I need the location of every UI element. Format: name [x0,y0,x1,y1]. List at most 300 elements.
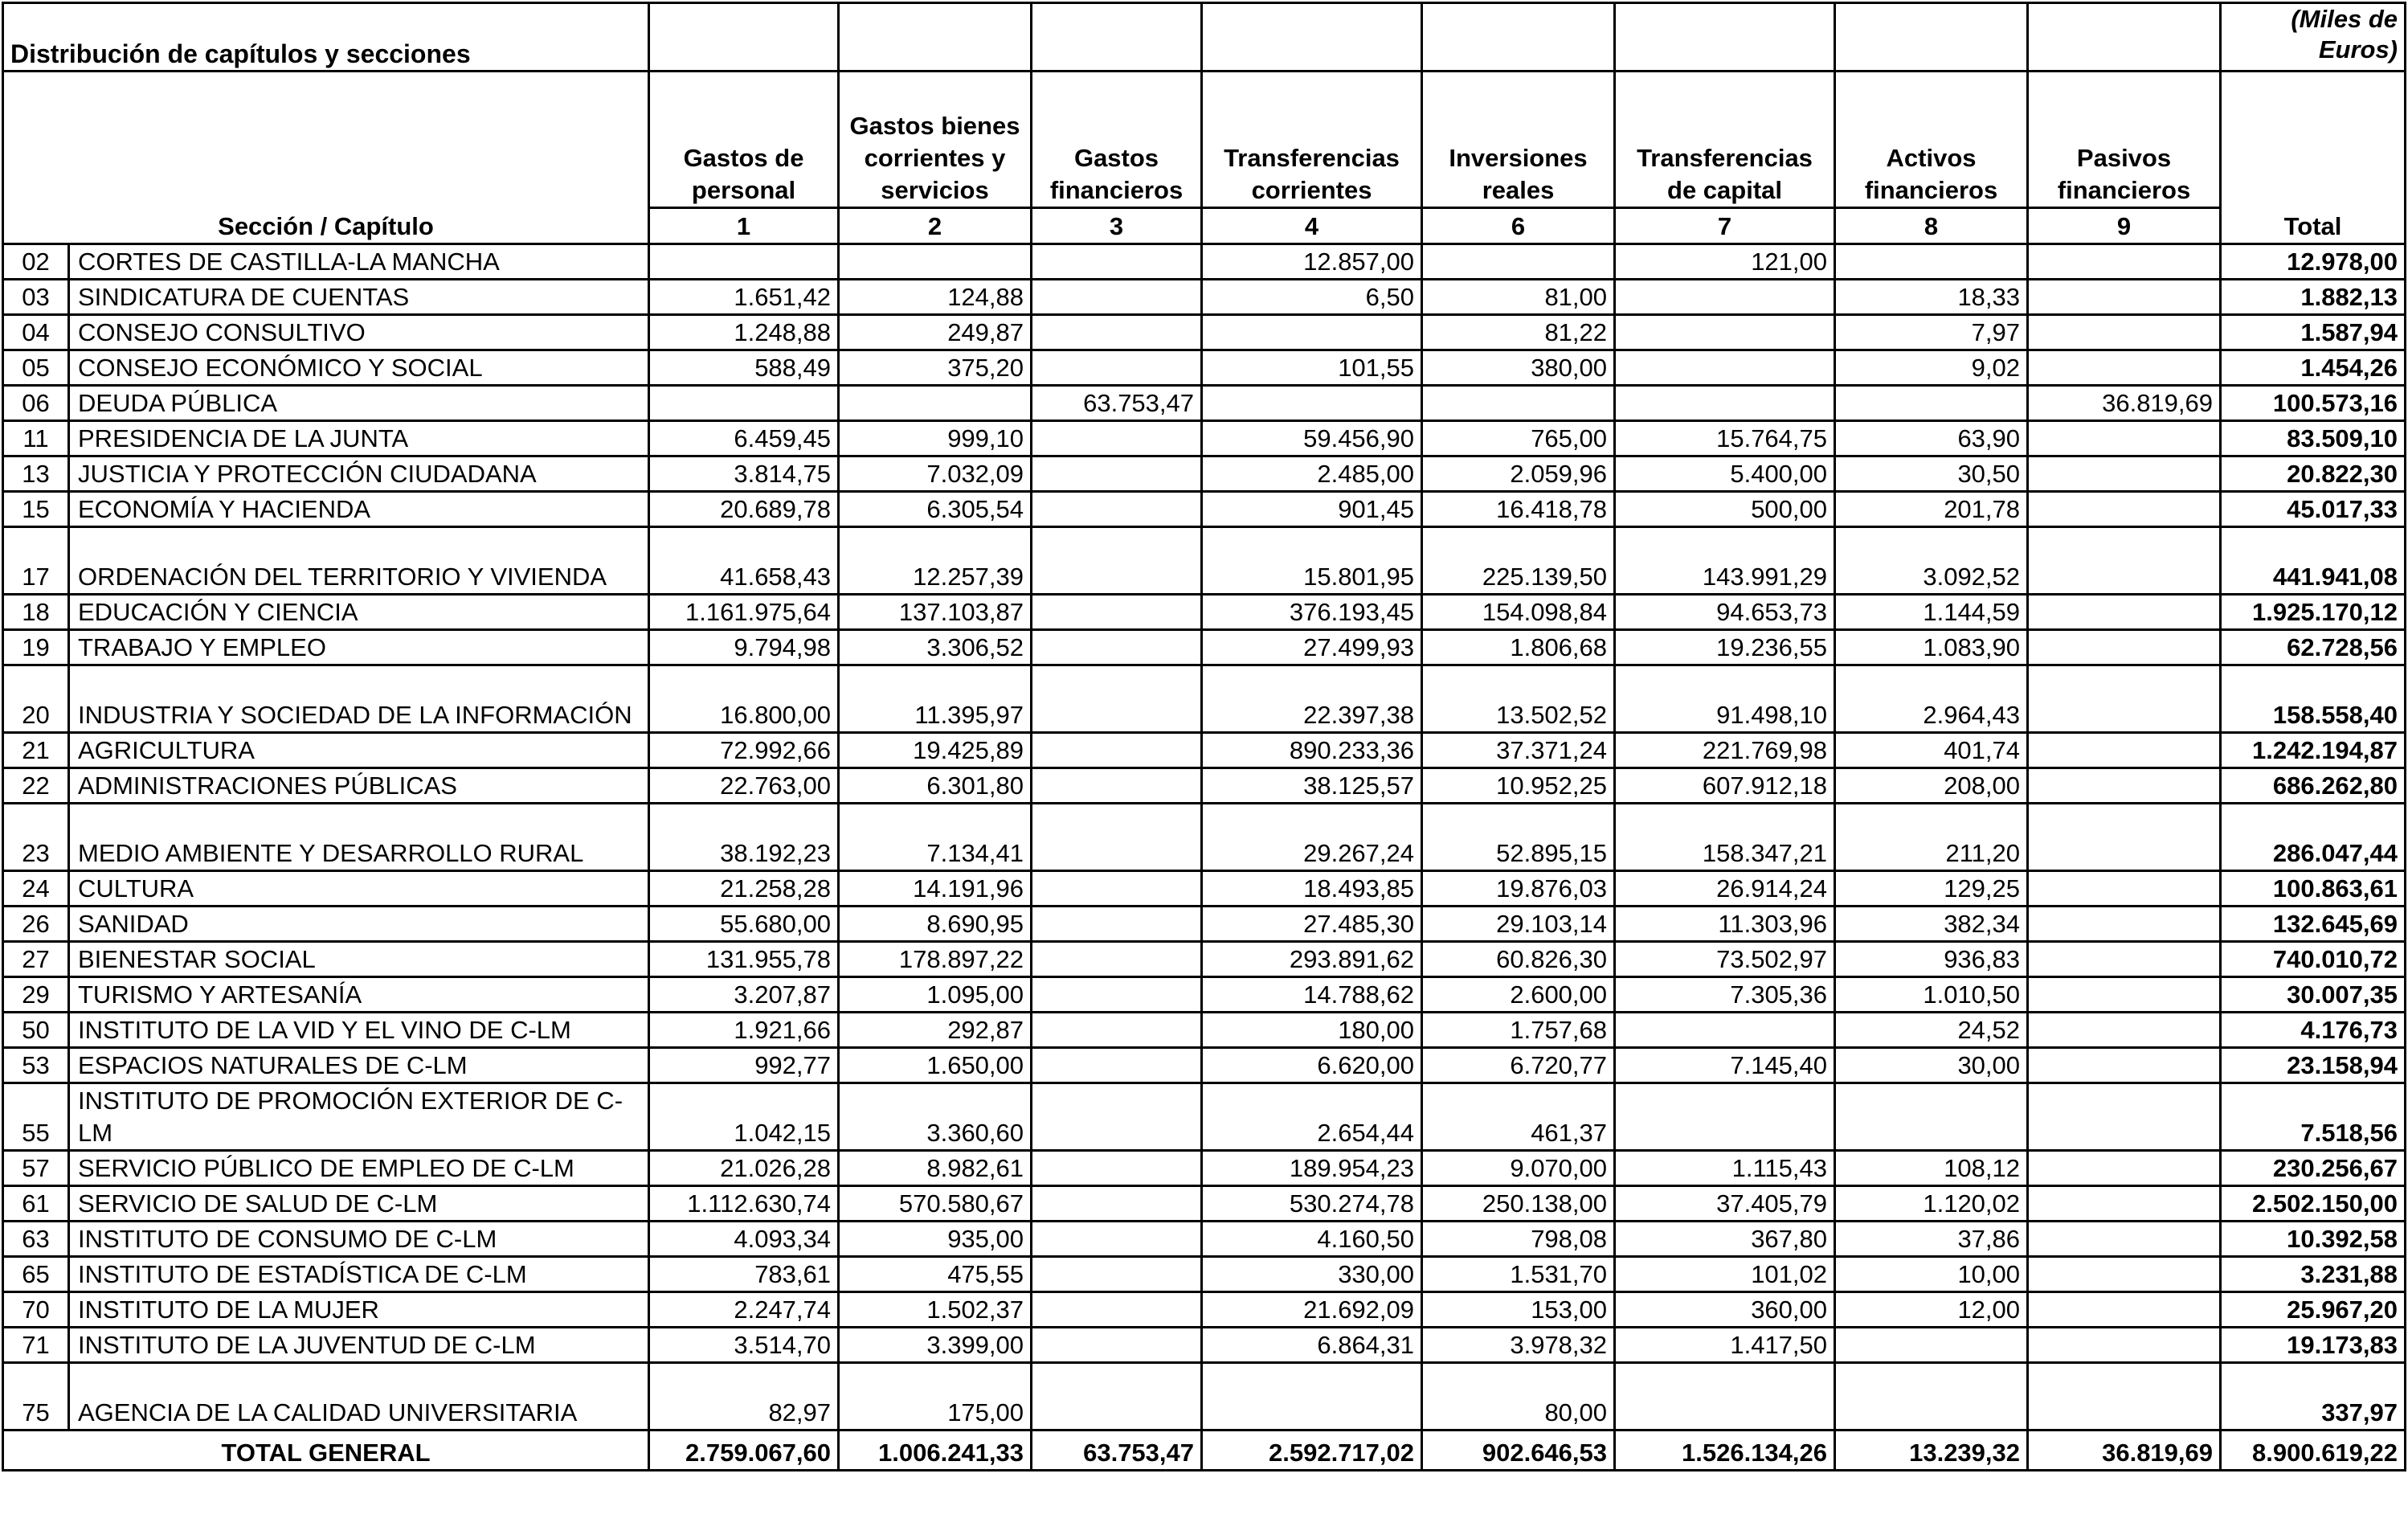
row-total: 25.967,20 [2221,1292,2406,1328]
row-total: 1.454,26 [2221,350,2406,386]
row-total: 132.645,69 [2221,907,2406,942]
chapter-value [1032,1257,1202,1292]
table-row [3,595,2406,630]
chapter-value: 12,00 [1835,1292,2028,1328]
chapter-value [1032,907,1202,942]
total-header: Total [2221,72,2406,244]
chapter-value: 1.095,00 [839,977,1032,1013]
chapter-value: 530.274,78 [1202,1186,1422,1222]
row-total: 1.587,94 [2221,315,2406,350]
chapter-value [1422,386,1615,421]
chapter-value [2028,1328,2221,1363]
table-row [3,1328,2406,1363]
section-code: 53 [3,1048,69,1083]
section-code: 17 [3,527,69,595]
chapter-value: 798,08 [1422,1222,1615,1257]
section-name: BIENESTAR SOCIAL [69,942,649,977]
chapter-value: 221.769,98 [1615,733,1835,768]
chapter-value: 4.160,50 [1202,1222,1422,1257]
chapter-value: 367,80 [1615,1222,1835,1257]
chapter-value: 935,00 [839,1222,1032,1257]
chapter-value: 9.794,98 [649,630,839,665]
table-title: Distribución de capítulos y secciones [3,3,649,72]
chapter-value: 380,00 [1422,350,1615,386]
chapter-value: 21.258,28 [649,871,839,907]
chapter-value: 6.301,80 [839,768,1032,804]
chapter-value [1032,804,1202,871]
chapter-value: 7.134,41 [839,804,1032,871]
chapter-number: 3 [1032,208,1202,244]
chapter-value [2028,456,2221,492]
section-code: 50 [3,1013,69,1048]
section-code: 24 [3,871,69,907]
row-total: 740.010,72 [2221,942,2406,977]
chapter-value: 16.800,00 [649,665,839,733]
chapter-value [2028,768,2221,804]
section-code: 65 [3,1257,69,1292]
section-name: CORTES DE CASTILLA-LA MANCHA [69,244,649,280]
chapter-value: 2.247,74 [649,1292,839,1328]
table-row [3,1257,2406,1292]
chapter-value: 180,00 [1202,1013,1422,1048]
section-code: 15 [3,492,69,527]
table-row [3,386,2406,421]
chapter-value [2028,244,2221,280]
chapter-value [1032,1048,1202,1083]
chapter-value: 73.502,97 [1615,942,1835,977]
chapter-value: 6.620,00 [1202,1048,1422,1083]
blank-header-cell [2028,3,2221,72]
table-row [3,1363,2406,1431]
chapter-2-name: Gastos bienes corrientes y servicios [839,72,1032,208]
chapter-value: 2.964,43 [1835,665,2028,733]
table-row [3,630,2406,665]
chapter-value: 11.395,97 [839,665,1032,733]
chapter-value: 38.192,23 [649,804,839,871]
chapter-value: 201,78 [1835,492,2028,527]
row-total: 286.047,44 [2221,804,2406,871]
chapter-value: 21.692,09 [1202,1292,1422,1328]
chapter-value [1032,1292,1202,1328]
chapter-value: 1.806,68 [1422,630,1615,665]
chapter-value: 1.144,59 [1835,595,2028,630]
chapter-value [1032,1222,1202,1257]
chapter-value: 12.257,39 [839,527,1032,595]
chapter-value: 6.305,54 [839,492,1032,527]
row-total: 441.941,08 [2221,527,2406,595]
chapter-value [2028,630,2221,665]
chapter-value [2028,492,2221,527]
grand-total-value: 13.239,32 [1835,1431,2028,1471]
section-code: 21 [3,733,69,768]
chapter-value [1202,315,1422,350]
table-row [3,733,2406,768]
row-total: 23.158,94 [2221,1048,2406,1083]
section-code: 22 [3,768,69,804]
section-code: 11 [3,421,69,456]
row-total: 100.573,16 [2221,386,2406,421]
chapter-value: 5.400,00 [1615,456,1835,492]
chapter-value: 30,00 [1835,1048,2028,1083]
row-total: 4.176,73 [2221,1013,2406,1048]
section-code: 20 [3,665,69,733]
chapter-value [1032,595,1202,630]
section-name: SANIDAD [69,907,649,942]
grand-total-value: 902.646,53 [1422,1431,1615,1471]
chapter-value: 6.459,45 [649,421,839,456]
section-code: 57 [3,1151,69,1186]
section-name: INSTITUTO DE PROMOCIÓN EXTERIOR DE C-LM [69,1083,649,1151]
chapter-value: 1.010,50 [1835,977,2028,1013]
chapter-value: 1.115,43 [1615,1151,1835,1186]
chapter-value: 2.654,44 [1202,1083,1422,1151]
chapter-value: 570.580,67 [839,1186,1032,1222]
chapter-value [1032,733,1202,768]
chapter-value: 376.193,45 [1202,595,1422,630]
chapter-value [2028,527,2221,595]
chapter-value: 16.418,78 [1422,492,1615,527]
chapter-value [2028,871,2221,907]
chapter-value: 3.306,52 [839,630,1032,665]
grand-total-value: 1.526.134,26 [1615,1431,1835,1471]
unit-label: (Miles de Euros) [2221,3,2406,72]
section-code: 29 [3,977,69,1013]
chapter-value: 2.600,00 [1422,977,1615,1013]
chapter-value: 607.912,18 [1615,768,1835,804]
blank-header-cell [1615,3,1835,72]
chapter-value: 6,50 [1202,280,1422,315]
chapter-value: 19.876,03 [1422,871,1615,907]
chapter-value: 9,02 [1835,350,2028,386]
chapter-value: 37.405,79 [1615,1186,1835,1222]
column-names-row [3,72,2406,208]
section-name: PRESIDENCIA DE LA JUNTA [69,421,649,456]
section-name: SERVICIO PÚBLICO DE EMPLEO DE C-LM [69,1151,649,1186]
chapter-value [1202,386,1422,421]
chapter-value: 6.720,77 [1422,1048,1615,1083]
chapter-value: 101,02 [1615,1257,1835,1292]
chapter-1-name: Gastos de personal [649,72,839,208]
chapter-value [2028,1151,2221,1186]
section-code: 18 [3,595,69,630]
chapter-value [2028,1222,2221,1257]
chapter-value: 500,00 [1615,492,1835,527]
chapter-value: 1.757,68 [1422,1013,1615,1048]
chapter-value [1615,386,1835,421]
row-total: 1.925.170,12 [2221,595,2406,630]
chapter-value: 18.493,85 [1202,871,1422,907]
row-total: 12.978,00 [2221,244,2406,280]
chapter-value [1615,1013,1835,1048]
section-code: 27 [3,942,69,977]
table-row [3,804,2406,871]
chapter-value: 72.992,66 [649,733,839,768]
chapter-value: 10.952,25 [1422,768,1615,804]
section-name: CONSEJO ECONÓMICO Y SOCIAL [69,350,649,386]
chapter-value: 2.485,00 [1202,456,1422,492]
section-name: TRABAJO Y EMPLEO [69,630,649,665]
chapter-value: 143.991,29 [1615,527,1835,595]
chapter-value [2028,942,2221,977]
chapter-value: 1.651,42 [649,280,839,315]
chapter-value [1615,1363,1835,1431]
chapter-value [2028,1083,2221,1151]
table-row [3,350,2406,386]
chapter-value [1032,421,1202,456]
section-name: AGRICULTURA [69,733,649,768]
chapter-value: 475,55 [839,1257,1032,1292]
table-row [3,1151,2406,1186]
chapter-value [1032,630,1202,665]
section-code: 03 [3,280,69,315]
section-code: 04 [3,315,69,350]
chapter-value: 22.397,38 [1202,665,1422,733]
row-total: 1.882,13 [2221,280,2406,315]
grand-total-value: 2.759.067,60 [649,1431,839,1471]
chapter-value: 36.819,69 [2028,386,2221,421]
table-row [3,244,2406,280]
row-total: 230.256,67 [2221,1151,2406,1186]
chapter-value [649,386,839,421]
chapter-value: 293.891,62 [1202,942,1422,977]
section-code: 61 [3,1186,69,1222]
chapter-value: 14.191,96 [839,871,1032,907]
chapter-value: 94.653,73 [1615,595,1835,630]
chapter-value: 137.103,87 [839,595,1032,630]
table-body [3,244,2406,1431]
chapter-value: 15.801,95 [1202,527,1422,595]
table-row [3,456,2406,492]
chapter-value: 401,74 [1835,733,2028,768]
chapter-number: 2 [839,208,1032,244]
row-total: 10.392,58 [2221,1222,2406,1257]
chapter-value: 121,00 [1615,244,1835,280]
chapter-value: 41.658,43 [649,527,839,595]
chapter-value: 26.914,24 [1615,871,1835,907]
section-name: DEUDA PÚBLICA [69,386,649,421]
grand-total-value: 1.006.241,33 [839,1431,1032,1471]
table-row [3,1083,2406,1151]
chapter-value: 382,34 [1835,907,2028,942]
chapter-value [1032,527,1202,595]
chapter-value [1032,768,1202,804]
grand-total-value: 2.592.717,02 [1202,1431,1422,1471]
chapter-value: 14.788,62 [1202,977,1422,1013]
chapter-value: 992,77 [649,1048,839,1083]
chapter-value: 1.120,02 [1835,1186,2028,1222]
chapter-value: 1.083,90 [1835,630,2028,665]
chapter-value: 360,00 [1615,1292,1835,1328]
chapter-value: 330,00 [1202,1257,1422,1292]
chapter-value: 81,22 [1422,315,1615,350]
chapter-value [1615,350,1835,386]
section-code: 71 [3,1328,69,1363]
row-total: 686.262,80 [2221,768,2406,804]
chapter-value [1835,244,2028,280]
chapter-number: 6 [1422,208,1615,244]
chapter-value [1615,280,1835,315]
table-row [3,492,2406,527]
chapter-value: 27.485,30 [1202,907,1422,942]
chapter-value: 131.955,78 [649,942,839,977]
chapter-value: 82,97 [649,1363,839,1431]
section-code: 55 [3,1083,69,1151]
row-total: 20.822,30 [2221,456,2406,492]
chapter-value: 18,33 [1835,280,2028,315]
chapter-value: 153,00 [1422,1292,1615,1328]
chapter-value [1032,315,1202,350]
blank-header-cell [1422,3,1615,72]
table-row [3,871,2406,907]
section-name: INSTITUTO DE LA VID Y EL VINO DE C-LM [69,1013,649,1048]
chapter-value [1032,350,1202,386]
section-code: 75 [3,1363,69,1431]
chapter-value: 765,00 [1422,421,1615,456]
section-name: INDUSTRIA Y SOCIEDAD DE LA INFORMACIÓN [69,665,649,733]
chapter-number: 8 [1835,208,2028,244]
chapter-value: 1.650,00 [839,1048,1032,1083]
section-name: ADMINISTRACIONES PÚBLICAS [69,768,649,804]
chapter-number: 7 [1615,208,1835,244]
row-total: 337,97 [2221,1363,2406,1431]
blank-header-cell [839,3,1032,72]
chapter-value: 1.502,37 [839,1292,1032,1328]
row-total: 3.231,88 [2221,1257,2406,1292]
table-row [3,977,2406,1013]
row-total: 30.007,35 [2221,977,2406,1013]
chapter-value [1202,1363,1422,1431]
chapter-3-name: Gastos financieros [1032,72,1202,208]
section-name: TURISMO Y ARTESANÍA [69,977,649,1013]
chapter-value: 461,37 [1422,1083,1615,1151]
chapter-8-name: Activos financieros [1835,72,2028,208]
section-name: INSTITUTO DE LA MUJER [69,1292,649,1328]
chapter-value: 13.502,52 [1422,665,1615,733]
table-row [3,1292,2406,1328]
chapter-value: 225.139,50 [1422,527,1615,595]
chapter-value: 901,45 [1202,492,1422,527]
chapter-number: 1 [649,208,839,244]
chapter-value: 24,52 [1835,1013,2028,1048]
row-total: 100.863,61 [2221,871,2406,907]
chapter-value [839,386,1032,421]
chapter-value: 4.093,34 [649,1222,839,1257]
chapter-value: 29.103,14 [1422,907,1615,942]
table-row [3,1222,2406,1257]
section-name: ORDENACIÓN DEL TERRITORIO Y VIVIENDA [69,527,649,595]
chapter-value: 22.763,00 [649,768,839,804]
section-name: CULTURA [69,871,649,907]
chapter-9-name: Pasivos financieros [2028,72,2221,208]
row-total: 2.502.150,00 [2221,1186,2406,1222]
chapter-value [1032,1363,1202,1431]
chapter-value: 783,61 [649,1257,839,1292]
chapter-4-name: Transferencias corrientes [1202,72,1422,208]
chapter-value [2028,421,2221,456]
chapter-value [2028,733,2221,768]
chapter-value: 1.921,66 [649,1013,839,1048]
grand-total-sum: 8.900.619,22 [2221,1431,2406,1471]
section-code: 63 [3,1222,69,1257]
chapter-value [2028,1363,2221,1431]
chapter-number: 4 [1202,208,1422,244]
chapter-value: 250.138,00 [1422,1186,1615,1222]
chapter-value: 175,00 [839,1363,1032,1431]
section-code: 06 [3,386,69,421]
section-name: CONSEJO CONSULTIVO [69,315,649,350]
table-row [3,942,2406,977]
chapter-value: 38.125,57 [1202,768,1422,804]
chapter-value: 30,50 [1835,456,2028,492]
chapter-value [1032,456,1202,492]
row-total: 62.728,56 [2221,630,2406,665]
chapter-value: 20.689,78 [649,492,839,527]
grand-total-value: 63.753,47 [1032,1431,1202,1471]
chapter-value: 7.305,36 [1615,977,1835,1013]
chapter-value: 37,86 [1835,1222,2028,1257]
chapter-value: 12.857,00 [1202,244,1422,280]
section-code: 26 [3,907,69,942]
chapter-value: 8.690,95 [839,907,1032,942]
chapter-value [2028,1048,2221,1083]
table-row [3,1048,2406,1083]
chapter-value [839,244,1032,280]
chapter-value: 208,00 [1835,768,2028,804]
chapter-value [2028,350,2221,386]
chapter-value: 292,87 [839,1013,1032,1048]
chapter-value [1835,1328,2028,1363]
chapter-value: 37.371,24 [1422,733,1615,768]
grand-total-label: TOTAL GENERAL [3,1431,649,1471]
grand-total-value: 36.819,69 [2028,1431,2221,1471]
chapter-value: 21.026,28 [649,1151,839,1186]
chapter-number: 9 [2028,208,2221,244]
grand-total-row [3,1431,2406,1471]
chapter-value: 59.456,90 [1202,421,1422,456]
chapter-value: 124,88 [839,280,1032,315]
chapter-value [2028,1257,2221,1292]
chapter-value [1422,244,1615,280]
chapter-value [1615,1083,1835,1151]
chapter-value [1032,977,1202,1013]
chapter-value: 1.531,70 [1422,1257,1615,1292]
blank-header-cell [1202,3,1422,72]
chapter-value: 1.417,50 [1615,1328,1835,1363]
chapter-value: 108,12 [1835,1151,2028,1186]
chapter-value: 10,00 [1835,1257,2028,1292]
section-name: ECONOMÍA Y HACIENDA [69,492,649,527]
budget-distribution-table [2,2,2406,1471]
chapter-value: 19.425,89 [839,733,1032,768]
chapter-value: 7.032,09 [839,456,1032,492]
chapter-value: 2.059,96 [1422,456,1615,492]
chapter-value: 15.764,75 [1615,421,1835,456]
chapter-value: 101,55 [1202,350,1422,386]
section-name: SINDICATURA DE CUENTAS [69,280,649,315]
chapter-value: 249,87 [839,315,1032,350]
section-code: 19 [3,630,69,665]
section-name: JUSTICIA Y PROTECCIÓN CIUDADANA [69,456,649,492]
chapter-value: 52.895,15 [1422,804,1615,871]
row-total: 19.173,83 [2221,1328,2406,1363]
chapter-value: 3.092,52 [1835,527,2028,595]
row-total: 45.017,33 [2221,492,2406,527]
row-total: 1.242.194,87 [2221,733,2406,768]
chapter-value: 1.161.975,64 [649,595,839,630]
chapter-value [1032,1151,1202,1186]
chapter-value: 178.897,22 [839,942,1032,977]
chapter-value [1032,244,1202,280]
